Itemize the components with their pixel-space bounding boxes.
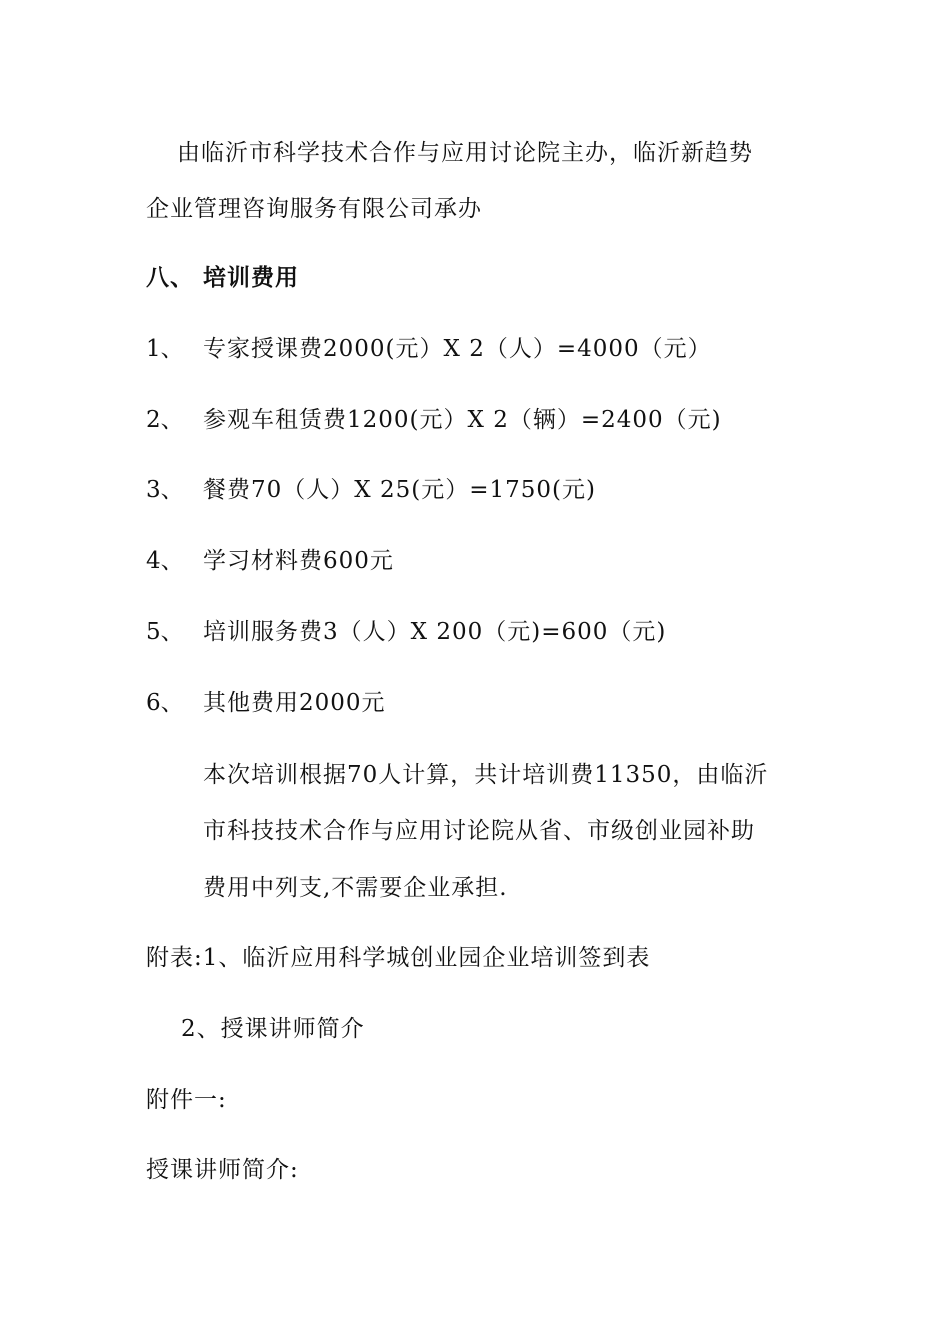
fee-item-1-number: 1、 bbox=[146, 336, 184, 362]
fee-item-2-number: 2、 bbox=[146, 407, 184, 433]
intro-line-1: 由临沂市科学技术合作与应用讨论院主办，临沂新趋势 bbox=[177, 140, 753, 166]
attachment-label: 附件一: bbox=[146, 1087, 227, 1113]
appendix-line-2: 2、授课讲师简介 bbox=[181, 1016, 365, 1042]
lecturer-intro-label: 授课讲师简介: bbox=[146, 1157, 299, 1183]
fee-item-4-text: 学习材料费600元 bbox=[203, 548, 394, 574]
fee-item-5-number: 5、 bbox=[146, 619, 184, 645]
fee-item-1-text: 专家授课费2000(元）X 2（人）=4000（元） bbox=[203, 336, 712, 362]
fee-item-4-number: 4、 bbox=[146, 548, 184, 574]
fee-item-6-number: 6、 bbox=[146, 690, 184, 716]
fee-item-3-number: 3、 bbox=[146, 477, 184, 503]
fee-item-2-text: 参观车租赁费1200(元）X 2（辆）=2400（元) bbox=[203, 407, 722, 433]
fee-item-5-text: 培训服务费3（人）X 200（元)=600（元) bbox=[203, 619, 667, 645]
summary-line-3: 费用中列支,不需要企业承担. bbox=[203, 875, 508, 901]
fee-item-3-text: 餐费70（人）X 25(元）=1750(元) bbox=[203, 477, 596, 503]
summary-line-1: 本次培训根据70人计算，共计培训费11350，由临沂 bbox=[203, 762, 769, 788]
section-title: 八、 培训费用 bbox=[146, 264, 300, 291]
summary-line-2: 市科技技术合作与应用讨论院从省、市级创业园补助 bbox=[203, 818, 755, 844]
appendix-line-1: 附表:1、临沂应用科学城创业园企业培训签到表 bbox=[146, 945, 651, 971]
fee-item-6-text: 其他费用2000元 bbox=[203, 690, 386, 716]
intro-line-2: 企业管理咨询服务有限公司承办 bbox=[146, 196, 482, 222]
